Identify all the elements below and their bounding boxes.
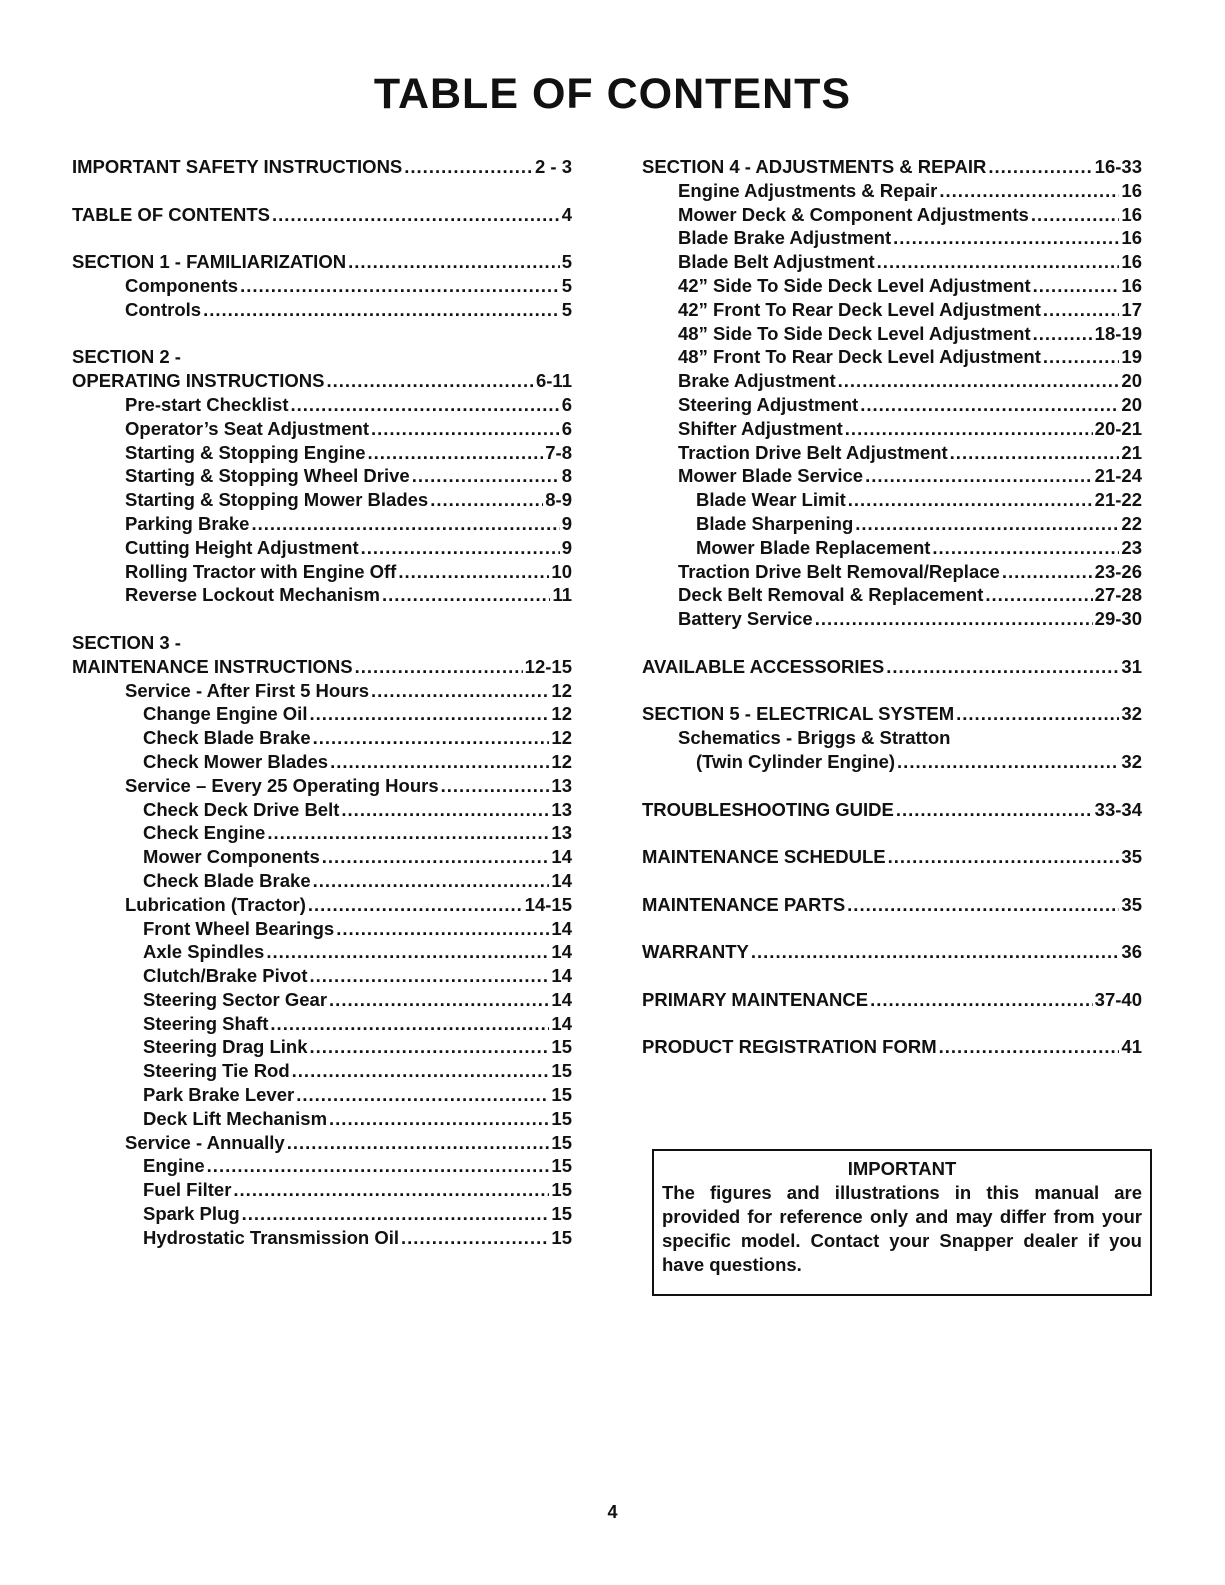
- toc-entry-page: 5: [561, 298, 572, 320]
- leader-dots: [441, 774, 550, 798]
- toc-entry-page: 14: [551, 917, 572, 939]
- leader-dots: [988, 155, 1092, 179]
- toc-entry-deck-drive-belt[interactable]: [72, 798, 572, 822]
- toc-entry-label: Blade Brake Adjustment: [678, 227, 892, 249]
- toc-entry-label: Mower Blade Replacement: [696, 536, 931, 558]
- toc-entry-page: 23: [1121, 536, 1142, 558]
- leader-dots: [815, 607, 1093, 631]
- toc-entry-label: PRODUCT REGISTRATION FORM: [642, 1036, 937, 1058]
- toc-entry-maintenance-parts[interactable]: [642, 893, 1142, 917]
- toc-entry-label: Check Blade Brake: [143, 727, 311, 749]
- toc-entry-label: Fuel Filter: [143, 1179, 232, 1201]
- leader-dots: [412, 464, 560, 488]
- leader-dots: [266, 940, 549, 964]
- toc-entry-page: 6: [561, 417, 572, 439]
- toc-entry-48-front-to-rear[interactable]: [642, 345, 1142, 369]
- leader-dots: [371, 679, 549, 703]
- toc-entry-page: 16: [1121, 203, 1142, 225]
- toc-entry-label: Battery Service: [678, 608, 813, 630]
- toc-entry-label: OPERATING INSTRUCTIONS: [72, 370, 325, 392]
- toc-entry-page: 12: [551, 703, 572, 725]
- leader-dots: [398, 560, 549, 584]
- leader-dots: [322, 845, 550, 869]
- toc-entry-page: 16: [1121, 179, 1142, 201]
- toc-entry-page: 5: [561, 251, 572, 273]
- leader-dots: [939, 179, 1119, 203]
- leader-dots: [897, 750, 1119, 774]
- toc-entry-seat[interactable]: [72, 417, 572, 441]
- toc-entry-hydrostatic-oil[interactable]: [72, 1226, 572, 1250]
- leader-dots: [888, 845, 1120, 869]
- leader-dots: [430, 488, 543, 512]
- toc-entry-controls[interactable]: [72, 298, 572, 322]
- toc-entry-steering-adjustment[interactable]: [642, 393, 1142, 417]
- toc-entry-spark-plug[interactable]: [72, 1202, 572, 1226]
- leader-dots: [310, 964, 550, 988]
- toc-entry-label: TROUBLESHOOTING GUIDE: [642, 798, 894, 820]
- toc-entry-page: 16: [1121, 227, 1142, 249]
- toc-entry-page: 14: [551, 869, 572, 891]
- toc-entry-deck-adjustments[interactable]: [642, 203, 1142, 227]
- toc-entry-page: 5: [561, 274, 572, 296]
- toc-entry-twin-cylinder[interactable]: [642, 750, 1142, 774]
- toc-entry-label: Blade Belt Adjustment: [678, 251, 875, 273]
- toc-entry-page: 4: [561, 203, 572, 225]
- toc-entry-label: Shifter Adjustment: [678, 417, 843, 439]
- toc-entry-page: 9: [561, 512, 572, 534]
- page-title: TABLE OF CONTENTS: [373, 70, 852, 118]
- toc-entry-page: 32: [1121, 750, 1142, 772]
- toc-entry-first-5-hours[interactable]: [72, 679, 572, 703]
- toc-entry-primary-maintenance[interactable]: [642, 988, 1142, 1012]
- toc-entry-page: 19: [1121, 346, 1142, 368]
- leader-dots: [1033, 322, 1093, 346]
- toc-entry-label: Mower Components: [143, 846, 320, 868]
- toc-entry-label: Service – Every 25 Operating Hours: [125, 774, 439, 796]
- leader-dots: [877, 250, 1120, 274]
- toc-entry-page: 15: [551, 1226, 572, 1248]
- toc-entry-battery-service[interactable]: [642, 607, 1142, 631]
- toc-entry-label: Steering Sector Gear: [143, 988, 328, 1010]
- leader-dots: [865, 464, 1093, 488]
- toc-entry-label: Mower Blade Service: [678, 465, 864, 487]
- toc-entry-label: WARRANTY: [642, 941, 749, 963]
- leader-dots: [329, 988, 549, 1012]
- toc-entry-label: SECTION 1 - FAMILIARIZATION: [72, 251, 347, 273]
- toc-entry-label: Front Wheel Bearings: [143, 917, 335, 939]
- leader-dots: [267, 821, 549, 845]
- toc-entry-label: Parking Brake: [125, 512, 250, 534]
- leader-dots: [1043, 298, 1120, 322]
- toc-entry-page: 20: [1121, 393, 1142, 415]
- toc-entry-blade-replacement[interactable]: [642, 536, 1142, 560]
- toc-entry-maintenance-schedule[interactable]: [642, 845, 1142, 869]
- leader-dots: [308, 893, 523, 917]
- toc-entry-warranty[interactable]: [642, 940, 1142, 964]
- toc-entry-page: 14: [551, 941, 572, 963]
- leader-dots: [296, 1083, 549, 1107]
- section-3-heading: SECTION 3 -: [72, 631, 181, 653]
- leader-dots: [1033, 274, 1120, 298]
- toc-entry-page: 14-15: [524, 893, 572, 915]
- toc-entry-page: 8-9: [545, 489, 572, 511]
- toc-entry-page: 15: [551, 1131, 572, 1153]
- toc-entry-page: 14: [551, 988, 572, 1010]
- toc-entry-engine[interactable]: [72, 441, 572, 465]
- toc-entry-section-4[interactable]: [642, 155, 1142, 179]
- toc-entry-label: Blade Sharpening: [696, 512, 854, 534]
- toc-entry-steering-tie-rod[interactable]: [72, 1059, 572, 1083]
- page-number: 4: [607, 1502, 618, 1522]
- toc-entry-label: Steering Drag Link: [143, 1036, 308, 1058]
- leader-dots: [240, 274, 560, 298]
- toc-entry-label: Service - Annually: [125, 1131, 285, 1153]
- toc-entry-park-brake-lever[interactable]: [72, 1083, 572, 1107]
- toc-entry-label: SECTION 5 - ELECTRICAL SYSTEM: [642, 703, 955, 725]
- toc-entry-prestart[interactable]: [72, 393, 572, 417]
- toc-entry-section-1[interactable]: [72, 250, 572, 274]
- toc-entry-deck-lift[interactable]: [72, 1107, 572, 1131]
- leader-dots: [290, 393, 559, 417]
- toc-entry-product-registration[interactable]: [642, 1035, 1142, 1059]
- section-2-heading: SECTION 2 -: [72, 346, 181, 368]
- leader-dots: [382, 583, 550, 607]
- toc-entry-page: 16: [1121, 274, 1142, 296]
- toc-entry-front-wheel-bearings[interactable]: [72, 917, 572, 941]
- toc-entry-service-annually[interactable]: [72, 1131, 572, 1155]
- toc-entry-page: 13: [551, 822, 572, 844]
- toc-entry-label: Steering Adjustment: [678, 393, 859, 415]
- toc-entry-page: 7-8: [545, 441, 572, 463]
- toc-entry-check-mower-blades[interactable]: [72, 750, 572, 774]
- leader-dots: [348, 250, 560, 274]
- notice-title: IMPORTANT: [847, 1158, 957, 1179]
- toc-entry-label: Mower Deck & Component Adjustments: [678, 203, 1029, 225]
- notice-body: The figures and illustrations in this manual are provided for reference only and may differ from your specific model. Contact your Snapper dealer if you have questions.: [662, 1182, 1142, 1275]
- leader-dots: [404, 155, 533, 179]
- leader-dots: [361, 536, 560, 560]
- leader-dots: [371, 417, 560, 441]
- toc-entry-page: 14: [551, 846, 572, 868]
- toc-entry-label: Clutch/Brake Pivot: [143, 965, 308, 987]
- toc-entry-label: IMPORTANT SAFETY INSTRUCTIONS: [72, 156, 403, 177]
- toc-entry-page: 14: [551, 1012, 572, 1034]
- leader-dots: [203, 298, 560, 322]
- toc-entry-page: 23-26: [1094, 560, 1142, 582]
- toc-entry-page: 12-15: [524, 655, 572, 677]
- toc-entry-label: Check Engine: [143, 822, 266, 844]
- toc-entry-page: 11: [552, 584, 572, 606]
- toc-entry-page: 15: [551, 1203, 572, 1225]
- toc-entry-label: Service - After First 5 Hours: [125, 679, 370, 701]
- toc-entry-48-side-to-side[interactable]: [642, 322, 1142, 346]
- leader-dots: [985, 583, 1092, 607]
- toc-entry-mower-blades[interactable]: [72, 488, 572, 512]
- toc-entry-mower-blade-service[interactable]: [642, 464, 1142, 488]
- toc-entry-page: 6-11: [535, 370, 572, 392]
- leader-dots: [893, 226, 1119, 250]
- leader-dots: [401, 1226, 549, 1250]
- toc-entry-label: Rolling Tractor with Engine Off: [125, 560, 397, 582]
- toc-entry-label: Change Engine Oil: [143, 703, 308, 725]
- leader-dots: [272, 203, 560, 227]
- leader-dots: [847, 893, 1119, 917]
- toc-entry-label: Check Mower Blades: [143, 750, 329, 772]
- leader-dots: [313, 726, 550, 750]
- toc-entry-page: 31: [1121, 655, 1142, 677]
- leader-dots: [313, 869, 550, 893]
- leader-dots: [309, 702, 549, 726]
- toc-entry-parking-brake[interactable]: [72, 512, 572, 536]
- toc-entry-label: Controls: [125, 298, 202, 320]
- toc-entry-wheel-drive[interactable]: [72, 464, 572, 488]
- leader-dots: [287, 1131, 550, 1155]
- toc-entry-page: 10: [551, 560, 572, 582]
- toc-entry-blade-brake-2[interactable]: [72, 869, 572, 893]
- leader-dots: [838, 369, 1120, 393]
- leader-dots: [1043, 345, 1120, 369]
- toc-entry-label: Operator’s Seat Adjustment: [125, 417, 369, 439]
- toc-entry-label: MAINTENANCE INSTRUCTIONS: [72, 655, 353, 677]
- toc-entry-cutting-height[interactable]: [72, 536, 572, 560]
- toc-entry-label: Traction Drive Belt Adjustment: [678, 441, 948, 463]
- leader-dots: [751, 940, 1120, 964]
- leader-dots: [870, 988, 1093, 1012]
- toc-entry-label: Cutting Height Adjustment: [125, 536, 359, 558]
- leader-dots: [845, 417, 1093, 441]
- toc-entry-42-front-to-rear[interactable]: [642, 298, 1142, 322]
- toc-entry-blade-brake-adjustment[interactable]: [642, 226, 1142, 250]
- toc-entry-page: 15: [551, 1179, 572, 1201]
- leader-dots: [270, 1012, 549, 1036]
- toc-entry-label: 42” Side To Side Deck Level Adjustment: [678, 274, 1031, 296]
- toc-entry-label: Brake Adjustment: [678, 370, 836, 392]
- leader-dots: [939, 1035, 1120, 1059]
- toc-entry-page: 15: [551, 1036, 572, 1058]
- toc-entry-page: 18-19: [1094, 322, 1142, 344]
- toc-entry-label: SECTION 4 - ADJUSTMENTS & REPAIR: [642, 156, 987, 177]
- toc-entry-label: 48” Front To Rear Deck Level Adjustment: [678, 346, 1041, 368]
- toc-entry-deck-belt-removal[interactable]: [642, 583, 1142, 607]
- toc-entry-label: Starting & Stopping Wheel Drive: [125, 465, 410, 487]
- toc-entry-brake-adjustment[interactable]: [642, 369, 1142, 393]
- toc-entry-page: 12: [551, 750, 572, 772]
- toc-entry-page: 33-34: [1094, 798, 1142, 820]
- toc-entry-page: 36: [1121, 941, 1142, 963]
- toc-entry-label: AVAILABLE ACCESSORIES: [642, 655, 885, 677]
- toc-entry-page: 15: [551, 1060, 572, 1082]
- toc-entry-steering-shaft[interactable]: [72, 1012, 572, 1036]
- toc-entry-page: 13: [551, 774, 572, 796]
- leader-dots: [855, 512, 1119, 536]
- toc-entry-blade-sharpening[interactable]: [642, 512, 1142, 536]
- toc-entry-page: 22: [1121, 512, 1142, 534]
- toc-entry-page: 20: [1121, 370, 1142, 392]
- toc-entry-page: 13: [551, 798, 572, 820]
- toc-entry-troubleshooting[interactable]: [642, 798, 1142, 822]
- toc-entry-maintenance-instructions[interactable]: [72, 655, 572, 679]
- toc-entry-check-engine[interactable]: [72, 821, 572, 845]
- leader-dots: [251, 512, 559, 536]
- leader-dots: [292, 1059, 550, 1083]
- leader-dots: [950, 441, 1120, 465]
- toc-entry-fuel-filter[interactable]: [72, 1178, 572, 1202]
- toc-entry-reverse-lockout[interactable]: [72, 583, 572, 607]
- toc-entry-label: Starting & Stopping Engine: [125, 441, 366, 463]
- toc-entry-lubrication[interactable]: [72, 893, 572, 917]
- leader-dots: [336, 917, 549, 941]
- toc-entry-label: Hydrostatic Transmission Oil: [143, 1226, 399, 1248]
- leader-dots: [355, 655, 523, 679]
- toc-entry-page: 9: [561, 536, 572, 558]
- leader-dots: [956, 702, 1119, 726]
- toc-entry-axle-spindles[interactable]: [72, 940, 572, 964]
- leader-dots: [341, 798, 549, 822]
- toc-entry-blade-belt-adjustment[interactable]: [642, 250, 1142, 274]
- toc-entry-steering-sector-gear[interactable]: [72, 988, 572, 1012]
- toc-entry-label: Deck Lift Mechanism: [143, 1107, 328, 1129]
- toc-entry-label: Axle Spindles: [143, 941, 265, 963]
- leader-dots: [329, 1107, 549, 1131]
- leader-dots: [330, 750, 549, 774]
- toc-entry-label: Deck Belt Removal & Replacement: [678, 584, 984, 606]
- toc-entry-accessories[interactable]: [642, 655, 1142, 679]
- toc-entry-page: 12: [551, 679, 572, 701]
- toc-entry-shifter-adjustment[interactable]: [642, 417, 1142, 441]
- toc-entry-page: 35: [1121, 846, 1142, 868]
- toc-entry-page: 2 - 3: [534, 156, 572, 177]
- toc-entry-page: 15: [551, 1084, 572, 1106]
- toc-entry-label: PRIMARY MAINTENANCE: [642, 988, 869, 1010]
- toc-entry-clutch-brake-pivot[interactable]: [72, 964, 572, 988]
- toc-entry-label: Engine: [143, 1155, 205, 1177]
- leader-dots: [932, 536, 1119, 560]
- toc-entry-label: Check Deck Drive Belt: [143, 798, 340, 820]
- leader-dots: [309, 1035, 549, 1059]
- toc-entry-label: Traction Drive Belt Removal/Replace: [678, 560, 1000, 582]
- toc-entry-label: Steering Tie Rod: [143, 1060, 290, 1082]
- toc-left-column: [72, 155, 572, 1250]
- toc-entry-page: 15: [551, 1155, 572, 1177]
- toc-entry-engine-oil[interactable]: [72, 702, 572, 726]
- toc-entry-label: 42” Front To Rear Deck Level Adjustment: [678, 298, 1041, 320]
- toc-entry-label: Steering Shaft: [143, 1012, 269, 1034]
- leader-dots: [242, 1202, 550, 1226]
- toc-entry-label: TABLE OF CONTENTS: [72, 203, 271, 225]
- toc-entry-page: 37-40: [1094, 988, 1142, 1010]
- leader-dots: [896, 798, 1093, 822]
- toc-entry-label: MAINTENANCE PARTS: [642, 893, 846, 915]
- toc-entry-label: Reverse Lockout Mechanism: [125, 584, 380, 606]
- toc-entry-page: 32: [1121, 703, 1142, 725]
- toc-entry-42-side-to-side[interactable]: [642, 274, 1142, 298]
- toc-entry-page: 17: [1121, 298, 1142, 320]
- toc-entry-label: Park Brake Lever: [143, 1084, 295, 1106]
- schematics-heading: Schematics - Briggs & Stratton: [678, 727, 951, 749]
- toc-entry-page: 20-21: [1094, 417, 1142, 439]
- toc-entry-page: 29-30: [1094, 608, 1142, 630]
- toc-entry-label: Starting & Stopping Mower Blades: [125, 489, 429, 511]
- toc-entry-label: 48” Side To Side Deck Level Adjustment: [678, 322, 1031, 344]
- toc-entry-page: 14: [551, 965, 572, 987]
- toc-entry-blade-brake[interactable]: [72, 726, 572, 750]
- leader-dots: [367, 441, 543, 465]
- toc-entry-components[interactable]: [72, 274, 572, 298]
- toc-entry-annual-engine[interactable]: [72, 1154, 572, 1178]
- toc-entry-every-25-hours[interactable]: [72, 774, 572, 798]
- toc-entry-page: 21-22: [1094, 489, 1142, 511]
- toc-entry-label: Engine Adjustments & Repair: [678, 179, 938, 201]
- toc-entry-page: 21: [1121, 441, 1142, 463]
- toc-entry-safety[interactable]: [72, 155, 572, 179]
- toc-entry-page: 8: [561, 465, 572, 487]
- toc-entry-page: 16-33: [1094, 156, 1142, 177]
- toc-entry-steering-drag-link[interactable]: [72, 1035, 572, 1059]
- toc-entry-page: 21-24: [1094, 465, 1142, 487]
- toc-entry-engine-adjustments[interactable]: [642, 179, 1142, 203]
- leader-dots: [848, 488, 1093, 512]
- toc-entry-mower-components[interactable]: [72, 845, 572, 869]
- toc-entry-page: 41: [1121, 1036, 1142, 1058]
- toc-entry-label: Blade Wear Limit: [696, 489, 846, 511]
- toc-entry-page: 12: [551, 727, 572, 749]
- leader-dots: [860, 393, 1119, 417]
- toc-entry-section-5[interactable]: [642, 702, 1142, 726]
- toc-entry-page: 35: [1121, 893, 1142, 915]
- toc-entry-page: 16: [1121, 251, 1142, 273]
- toc-entry-label: Check Blade Brake: [143, 869, 311, 891]
- leader-dots: [1031, 203, 1120, 227]
- toc-entry-label: MAINTENANCE SCHEDULE: [642, 846, 886, 868]
- toc-entry-operating-instructions[interactable]: [72, 369, 572, 393]
- toc-entry-label: Pre-start Checklist: [125, 393, 289, 415]
- toc-entry-table-of-contents[interactable]: [72, 203, 572, 227]
- toc-right-column: [642, 155, 1142, 1059]
- toc-entry-label: (Twin Cylinder Engine): [696, 750, 896, 772]
- toc-entry-traction-belt-adjustment[interactable]: [642, 441, 1142, 465]
- toc-entry-label: Lubrication (Tractor): [125, 893, 306, 915]
- toc-entry-page: 15: [551, 1107, 572, 1129]
- toc-entry-rolling-tractor[interactable]: [72, 560, 572, 584]
- important-notice-box: [652, 1149, 1152, 1296]
- toc-entry-label: Components: [125, 274, 239, 296]
- leader-dots: [886, 655, 1119, 679]
- leader-dots: [233, 1178, 549, 1202]
- toc-entry-page: 6: [561, 393, 572, 415]
- toc-entry-blade-wear-limit[interactable]: [642, 488, 1142, 512]
- toc-entry-traction-belt-removal[interactable]: [642, 560, 1142, 584]
- leader-dots: [1002, 560, 1093, 584]
- leader-dots: [207, 1154, 550, 1178]
- leader-dots: [327, 369, 534, 393]
- toc-entry-label: Spark Plug: [143, 1203, 240, 1225]
- toc-entry-page: 27-28: [1094, 584, 1142, 606]
